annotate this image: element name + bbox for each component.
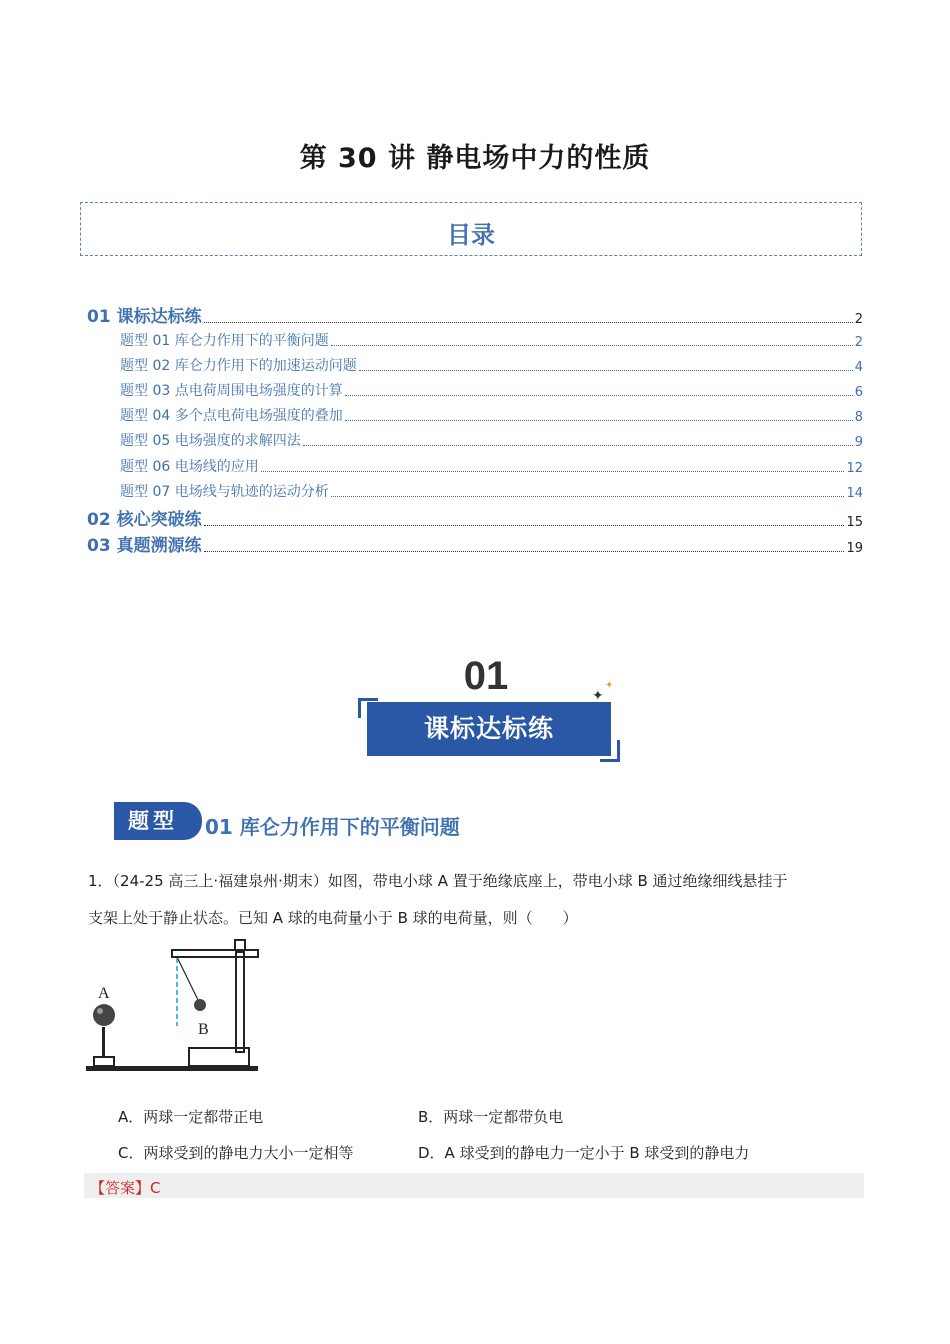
answer <box>90 1177 161 1198</box>
toc-entry-page: 2 <box>854 335 863 350</box>
ball-a-label: A <box>98 985 110 1002</box>
support-base <box>189 1048 249 1066</box>
toc-entry-page: 14 <box>846 486 863 501</box>
toc-entry-label: 03 真题溯源练 <box>87 536 202 556</box>
toc-entry-page: 4 <box>854 360 863 375</box>
toc-entry-page: 12 <box>846 461 863 476</box>
toc-leader <box>261 470 845 472</box>
toc-entry-label: 02 核心突破练 <box>87 510 202 530</box>
toc-entry[interactable] <box>87 302 863 327</box>
option-b[interactable]: B．两球一定都带负电 <box>418 1108 564 1126</box>
option-d[interactable]: D．A 球受到的静电力一定小于 B 球受到的静电力 <box>418 1144 750 1162</box>
toc-entry[interactable] <box>87 505 863 530</box>
toc-entry-label: 题型 01 库仑力作用下的平衡问题 <box>120 333 329 349</box>
answer-bar <box>84 1173 864 1198</box>
toc-entry[interactable] <box>120 481 863 501</box>
toc-header-box <box>80 202 862 256</box>
toc-entry[interactable] <box>87 531 863 556</box>
support-arm <box>172 950 258 957</box>
toc-leader <box>204 524 845 526</box>
section-number: 01 <box>463 654 509 698</box>
support-pole <box>236 952 244 1052</box>
option-c[interactable]: C．两球受到的静电力大小一定相等 <box>118 1144 354 1162</box>
topic-title: 01 库仑力作用下的平衡问题 <box>205 815 460 839</box>
banner-corner-left <box>358 698 378 701</box>
stand-a-rod <box>102 1027 105 1057</box>
option-a[interactable]: A．两球一定都带正电 <box>118 1108 264 1126</box>
toc-leader <box>204 321 853 323</box>
toc-entry-page: 2 <box>854 312 863 327</box>
question-figure <box>84 936 262 1078</box>
toc-entry-page: 6 <box>854 385 863 400</box>
answer-value: C <box>150 1179 161 1197</box>
toc-leader <box>359 369 853 371</box>
toc-leader <box>331 495 845 497</box>
toc-entry-label: 题型 05 电场强度的求解四法 <box>120 433 301 449</box>
toc-entry-label: 题型 03 点电荷周围电场强度的计算 <box>120 383 343 399</box>
answer-tag: 【答案】 <box>90 1179 151 1197</box>
toc-heading: 目录 <box>447 221 495 249</box>
toc-entry[interactable] <box>120 380 863 400</box>
banner-corner-left <box>358 698 361 718</box>
toc-entry-page: 9 <box>854 435 863 450</box>
stand-a-base <box>94 1057 114 1066</box>
toc-entry[interactable] <box>120 330 863 350</box>
string <box>177 957 199 1002</box>
toc-entry[interactable] <box>120 430 863 450</box>
toc-entry-page: 15 <box>846 515 863 530</box>
toc-entry-label: 题型 06 电场线的应用 <box>120 459 259 475</box>
toc-entry-label: 题型 07 电场线与轨迹的运动分析 <box>120 484 329 500</box>
toc-entry[interactable] <box>120 456 863 476</box>
page-title: 第 30 讲 静电场中力的性质 <box>299 143 651 174</box>
toc-entry-label: 题型 02 库仑力作用下的加速运动问题 <box>120 358 357 374</box>
toc-entry[interactable] <box>120 405 863 425</box>
ball-a <box>93 1004 115 1026</box>
ball-b <box>194 999 206 1011</box>
ball-a-highlight <box>97 1008 103 1014</box>
toc-leader <box>204 550 845 552</box>
support-knob <box>235 940 245 950</box>
toc-entry-label: 01 课标达标练 <box>87 307 202 327</box>
ball-b-label: B <box>198 1021 209 1038</box>
toc-entry-label: 题型 04 多个点电荷电场强度的叠加 <box>120 408 343 424</box>
toc-leader <box>345 419 853 421</box>
toc-leader <box>345 394 853 396</box>
question-text: 支架上处于静止状态。已知 A 球的电荷量小于 B 球的电荷量，则（ ） <box>88 909 578 927</box>
toc-entry-page: 19 <box>846 541 863 556</box>
toc-entry[interactable] <box>120 355 863 375</box>
section-banner: 课标达标练 <box>367 702 611 756</box>
question-text: 1．（24-25 高三上·福建泉州·期末）如图，带电小球 A 置于绝缘底座上，带电小球 B 通过绝缘细线悬挂于 <box>88 872 788 890</box>
toc-leader <box>331 344 853 346</box>
sparkle-icon: ✦ <box>592 688 604 704</box>
toc-entry-page: 8 <box>854 410 863 425</box>
topic-badge-label: 题型 <box>128 808 178 833</box>
toc-leader <box>303 444 853 446</box>
banner-corner-right <box>600 759 620 762</box>
sparkle-icon: ✦ <box>605 680 614 691</box>
